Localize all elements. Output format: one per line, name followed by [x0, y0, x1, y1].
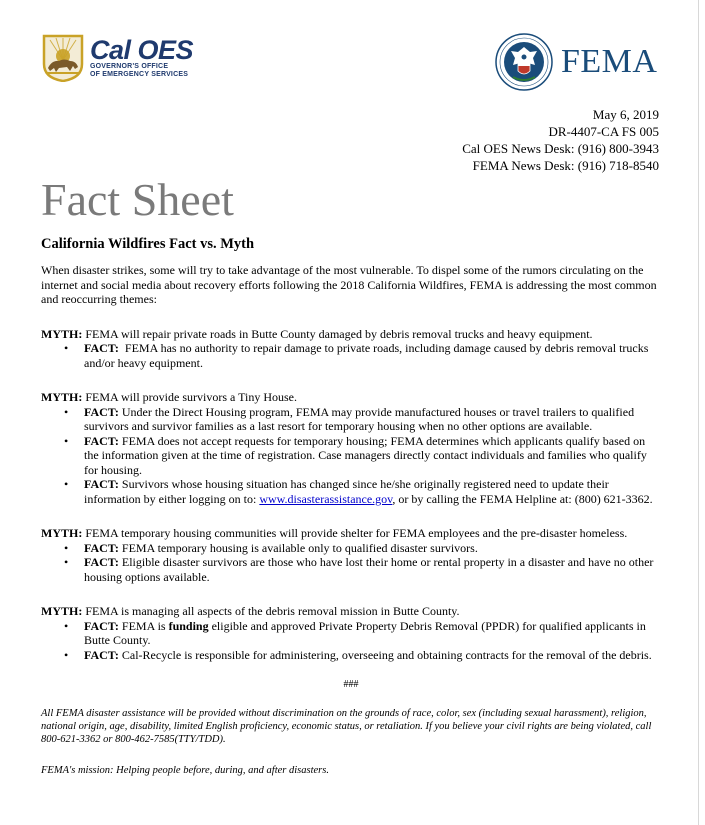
fact-list — [41, 405, 661, 507]
fact-item — [64, 477, 661, 506]
fact-text: Survivors whose housing situation has changed since he/she originally registered need to update their information by either logging on to: — [84, 477, 609, 506]
fact-label: FACT: — [84, 540, 119, 555]
caloes-subtitle-1: GOVERNOR'S OFFICE — [90, 63, 169, 70]
caloes-subtitle-2: OF EMERGENCY SERVICES — [90, 71, 189, 78]
fact-text: Eligible disaster survivors are those who have lost their home or rental property in a disaster and have no other housing options available. — [84, 555, 654, 584]
myth-statement — [41, 327, 661, 342]
fact-label: FACT: — [84, 433, 119, 448]
bullet-icon: • — [64, 341, 69, 355]
fact-list — [41, 619, 661, 663]
release-meta — [462, 106, 659, 174]
fact-label: FACT: — [84, 477, 119, 491]
fema-news-desk: FEMA News Desk: (916) 718-8540 — [472, 158, 659, 173]
bullet-icon: • — [64, 477, 69, 491]
myth-text: FEMA will repair private roads in Butte County damaged by debris removal trucks and heavy equipment. — [85, 326, 593, 341]
caloes-logo — [42, 32, 193, 84]
fact-label: FACT: — [84, 555, 119, 569]
fact-item — [64, 341, 661, 370]
fact-item — [64, 647, 661, 663]
myth-label: MYTH: — [41, 526, 83, 540]
bullet-icon: • — [64, 433, 69, 448]
myth-statement — [41, 604, 661, 619]
fact-list — [41, 341, 661, 370]
fact-label: FACT: — [84, 647, 119, 662]
disasterassistance-link[interactable]: www.disasterassistance.gov — [259, 491, 393, 506]
caloes-name: Cal OES — [90, 35, 194, 65]
dhs-seal-icon — [495, 33, 553, 91]
fema-name: FEMA — [561, 43, 658, 80]
page-subtitle: California Wildfires Fact vs. Myth — [41, 236, 255, 252]
release-date: May 6, 2019 — [592, 107, 659, 122]
intro-paragraph: When disaster strikes, some will try to take advantage of the most vulnerable. To dispel some of the rumors circulating on the internet and social media about recovery efforts following the 2018 California Wildfires, FEMA is addressing the most common and reoccurring themes: — [41, 263, 657, 306]
bullet-icon: • — [64, 618, 69, 633]
page-edge — [698, 0, 699, 825]
bullet-icon: • — [64, 404, 69, 419]
fact-text: Cal-Recycle is responsible for administering, overseeing and obtaining contracts for the removal of the debris. — [121, 647, 652, 662]
fact-text-tail: eligible and approved Private Property Debris Removal (PPDR) for qualified applicants in Butte County. — [84, 618, 646, 647]
bullet-icon: • — [64, 555, 69, 569]
page-title: Fact Sheet — [41, 174, 234, 225]
myth-label: MYTH: — [41, 390, 83, 404]
fact-item — [64, 618, 661, 648]
california-bear-seal-icon — [42, 34, 84, 82]
myth-label: MYTH: — [41, 604, 83, 618]
bullet-icon: • — [64, 540, 69, 555]
caloes-news-desk: Cal OES News Desk: (916) 800-3943 — [462, 141, 659, 156]
fact-list — [41, 541, 661, 585]
fact-text-tail: , or by calling the FEMA Helpline at: (800) 621-3362. — [392, 491, 653, 506]
fact-emphasis: funding — [168, 618, 209, 633]
fact-text: FEMA has no authority to repair damage to private roads, including damage caused by debris removal trucks and/or heavy equipment. — [84, 341, 649, 370]
nondiscrimination-disclaimer: All FEMA disaster assistance will be provided without discrimination on the grounds of race, color, sex (including sexual harassment), religion, national origin, age, disability, limited English proficiency, economic status, or retaliation. If you believe your civil rights are being violated, call 800-621-3362 or 800-462-7585(TTY/TDD). — [41, 707, 652, 745]
fema-mission: FEMA's mission: Helping people before, during, and after disasters. — [41, 765, 329, 777]
myth-text: FEMA is managing all aspects of the debris removal mission in Butte County. — [85, 604, 460, 618]
fact-label: FACT: — [84, 341, 119, 355]
fact-item — [64, 433, 661, 478]
myth-statement — [41, 390, 661, 405]
fact-text: Under the Direct Housing program, FEMA may provide manufactured houses or travel trailers to qualified survivors and survivor families as a last resort for temporary housing when no other options are available. — [84, 404, 635, 433]
myth-text: FEMA will provide survivors a Tiny House. — [85, 390, 298, 404]
fact-text: FEMA temporary housing is available only to qualified disaster survivors. — [121, 540, 478, 555]
bullet-icon: • — [64, 647, 69, 662]
myth-label: MYTH: — [41, 326, 83, 341]
myth-text: FEMA temporary housing communities will provide shelter for FEMA employees and the pre-disaster homeless. — [85, 526, 628, 540]
fact-item — [64, 404, 661, 434]
fact-item — [64, 540, 661, 556]
document-body — [41, 263, 661, 789]
fact-text: FEMA does not accept requests for temporary housing; FEMA determines which applicants qualify based on the information given at the time of registration. Case managers directly contact individuals and families who qualify for housing. — [84, 433, 647, 477]
fact-label: FACT: — [84, 404, 119, 419]
fact-item — [64, 555, 661, 584]
release-reference: DR-4407-CA FS 005 — [548, 124, 659, 139]
fact-text: FEMA is — [121, 618, 169, 633]
fema-logo — [495, 33, 657, 91]
end-separator: ### — [343, 679, 359, 690]
myth-statement — [41, 526, 661, 541]
fact-label: FACT: — [84, 618, 119, 633]
